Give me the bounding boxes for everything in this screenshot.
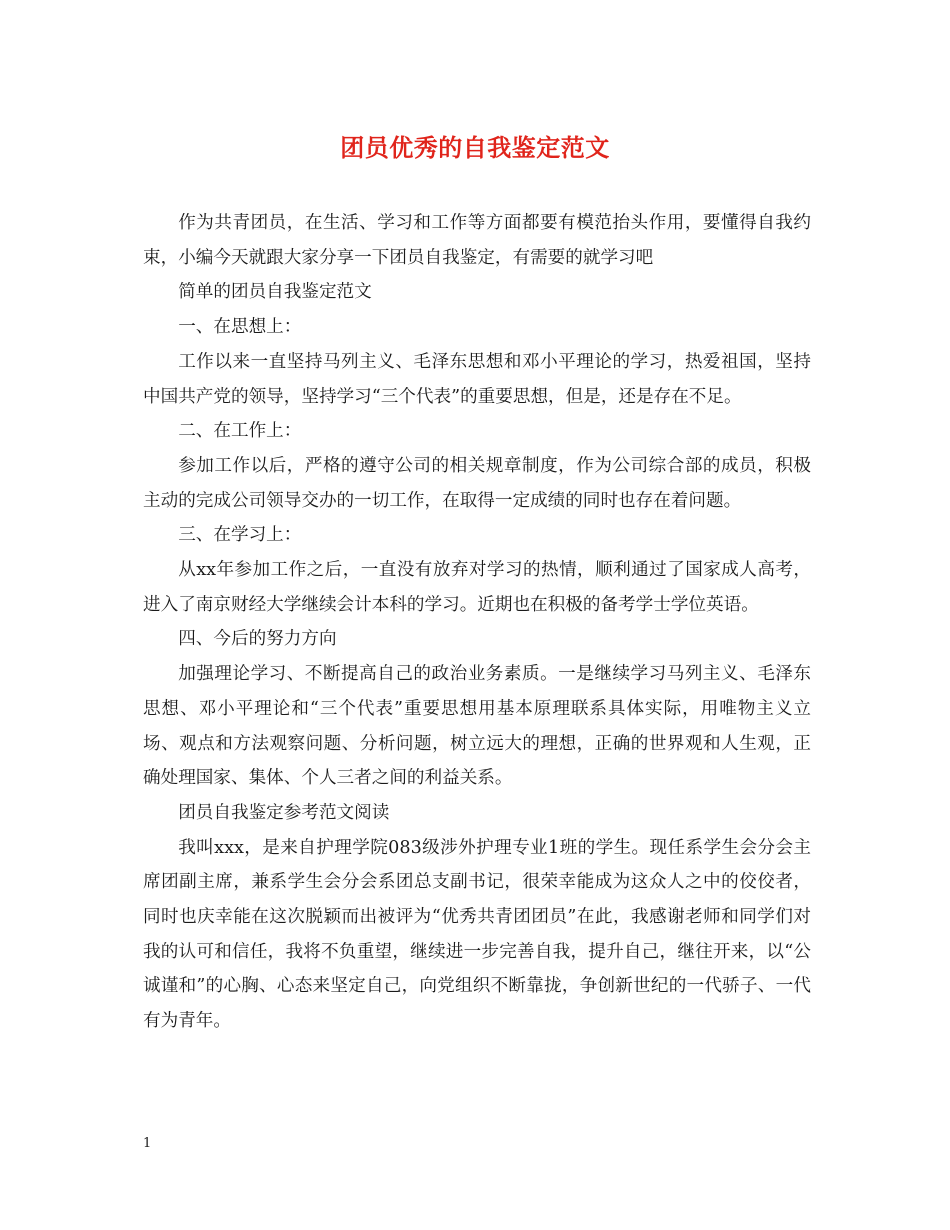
page-number: 1: [143, 1136, 152, 1151]
intro-paragraph: 作为共青团员，在生活、学习和工作等方面都要有模范抬头作用，要懂得自我约束，小编今天就跟大家分享一下团员自我鉴定，有需要的就学习吧: [143, 213, 811, 268]
paragraph-direction: 加强理论学习、不断提高自己的政治业务素质。一是继续学习马列主义、毛泽东思想、邓小平理论和“三个代表”重要思想用基本原理联系具体实际，用唯物主义立场、观点和方法观察问题、分析问题，树立远大的理想，正确的世界观和人生观，正确处理国家、集体、个人三者之间的利益关系。: [143, 664, 811, 789]
section-heading: 简单的团员自我鉴定范文: [178, 282, 372, 303]
paragraph-reference: 我叫xxx，是来自护理学院083级涉外护理专业1班的学生。现任系学生会分会主席团副主席，兼系学生会分会系团总支副书记，很荣幸能成为这众人之中的佼佼者，同时也庆幸能在这次脱颖而出被评为“优秀共青团团员”在此，我感谢老师和同学们对我的认可和信任，我将不负重望，继续进一步完善自我，提升自己，继往开来，以“公诚谨和”的心胸、心态来坚定自己，向党组织不断靠拢，争创新世纪的一代骄子、一代有为青年。: [143, 837, 811, 1032]
subheading-direction: 四、今后的努力方向: [178, 629, 337, 650]
section-heading-reference: 团员自我鉴定参考范文阅读: [178, 802, 390, 823]
subheading-work: 二、在工作上：: [178, 421, 302, 442]
subheading-study: 三、在学习上：: [178, 525, 302, 546]
subheading-thought: 一、在思想上：: [178, 317, 302, 338]
page-title: 团员优秀的自我鉴定范文: [340, 133, 610, 162]
document-body: [143, 206, 811, 1039]
paragraph-study: 从xx年参加工作之后，一直没有放弃对学习的热情，顺利通过了国家成人高考，进入了南京财经大学继续会计本科的学习。近期也在积极的备考学士学位英语。: [143, 560, 811, 615]
paragraph-thought: 工作以来一直坚持马列主义、毛泽东思想和邓小平理论的学习，热爱祖国，坚持中国共产党的领导，坚持学习“三个代表”的重要思想，但是，还是存在不足。: [143, 351, 811, 407]
paragraph-work: 参加工作以后，严格的遵守公司的相关规章制度，作为公司综合部的成员，积极主动的完成公司领导交办的一切工作，在取得一定成绩的同时也存在着问题。: [143, 455, 811, 511]
